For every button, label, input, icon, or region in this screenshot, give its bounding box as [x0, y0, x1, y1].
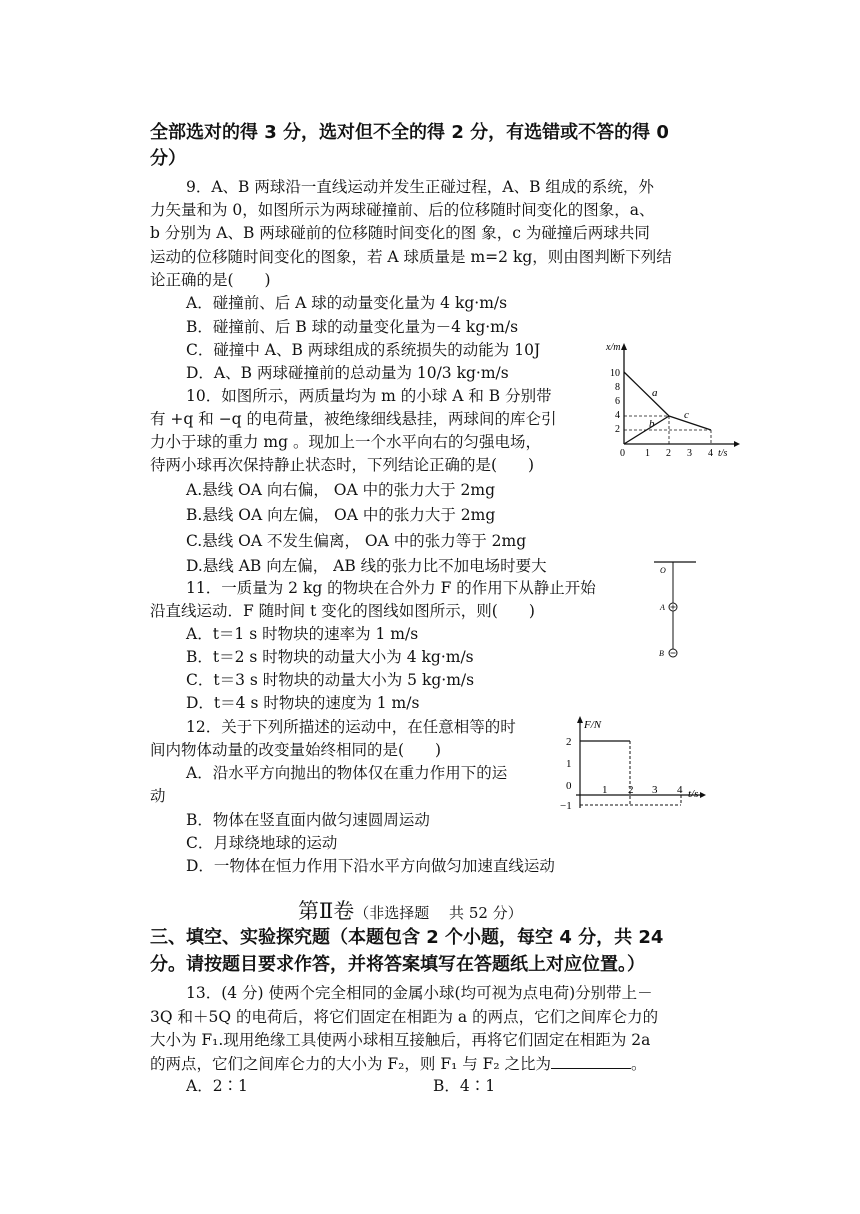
q11-line-1: 11．一质量为 2 kg 的物块在合外力 F 的作用下从静止开始 [186, 579, 596, 597]
q10-line-1: 10．如图所示，两质量均为 m 的小球 A 和 B 分别带 [186, 387, 552, 405]
xt-line-a [624, 372, 669, 416]
ft-x-label: t/s [688, 788, 699, 800]
point-b-label: B [659, 649, 664, 658]
q13-line-1: 13．(4 分) 使两个完全相同的金属小球(均可视为点电荷)分别带上－ [186, 984, 653, 1002]
q10-option-a: A.悬线 OA 向右偏， OA 中的张力大于 2mg [186, 481, 496, 499]
xt-label-a: a [652, 387, 658, 399]
q11-option-a: A．t＝1 s 时物块的速率为 1 m/s [186, 625, 419, 643]
q10-option-d: D.悬线 AB 向左偏， AB 线的张力比不加电场时要大 [186, 557, 547, 575]
ft-x-arrow [700, 792, 706, 798]
q13-option-a: A．2∶1 [186, 1077, 248, 1095]
xt-xtick-4: 4 [708, 448, 713, 459]
section-2-subtitle: （非选择题 共 52 分） [354, 904, 523, 922]
q9-option-b: B．碰撞前、后 B 球的动量变化量为－4 kg·m/s [186, 318, 519, 336]
xt-ytick-6: 6 [615, 396, 620, 407]
xt-ytick-8: 8 [615, 382, 620, 393]
ft-xtick-2: 2 [628, 784, 634, 796]
q13-line-3: 大小为 F₁.现用绝缘工具使两小球相互接触后，再将它们固定在相距为 2a [150, 1031, 651, 1049]
xt-graph [604, 338, 740, 460]
ft-xtick-1: 1 [602, 784, 608, 796]
q10-line-3: 力小于球的重力 mg 。现加上一个水平向右的匀强电场， [150, 433, 541, 451]
xt-ytick-2: 2 [615, 424, 620, 435]
q9-option-a: A．碰撞前、后 A 球的动量变化量为 4 kg·m/s [186, 294, 508, 312]
q10-line-2: 有 +q 和 −q 的电荷量，被绝缘细线悬挂，两球间的库仑引 [150, 410, 557, 428]
xt-ytick-4: 4 [615, 410, 620, 421]
q9-option-c: C．碰撞中 A、B 两球组成的系统损失的动能为 10J [186, 341, 541, 359]
q9-line-5: 论正确的是( ) [150, 271, 271, 289]
ft-y-label: F/N [584, 719, 602, 731]
ft-y-arrow [577, 716, 583, 723]
xt-y-arrow [621, 343, 627, 350]
q13-end-mark: 。 [631, 1055, 647, 1073]
section-3-heading-line-1: 三、填空、实验探究题（本题包含 2 个小题，每空 4 分，共 24 [150, 927, 664, 948]
q9-line-4: 运动的位移随时间变化的图象，若 A 球质量是 m=2 kg，则由图判断下列结 [150, 248, 672, 266]
xt-xtick-1: 1 [645, 448, 650, 459]
xt-y-label: x/m [606, 342, 621, 353]
q12-line-2: 间内物体动量的改变量始终相同的是( ) [150, 741, 442, 759]
q12-option-a: A．沿水平方向抛出的物体仅在重力作用下的运 [186, 764, 508, 782]
q13-line-4-row [150, 1052, 647, 1075]
ft-xtick-4: 4 [677, 784, 683, 796]
ft-ytick-neg1: −1 [560, 800, 572, 812]
q11-line-2: 沿直线运动．F 随时间 t 变化的图线如图所示，则( ) [150, 602, 535, 620]
xt-xtick-0: 0 [620, 448, 625, 459]
ft-ytick-0: 0 [566, 780, 572, 792]
q9-line-1: 9．A、B 两球沿一直线运动并发生正碰过程，A、B 组成的系统，外 [186, 178, 654, 196]
q11-option-d: D．t＝4 s 时物块的速度为 1 m/s [186, 694, 420, 712]
section-2-title-row [298, 897, 523, 927]
ft-ytick-1: 1 [566, 758, 572, 770]
header-line-2: 分） [150, 148, 186, 169]
q13-option-b: B．4∶1 [433, 1077, 496, 1095]
q10-option-b: B.悬线 OA 向左偏， OA 中的张力大于 2mg [186, 506, 496, 524]
q9-line-3: b 分别为 A、B 两球碰前的位移随时间变化的图 象，c 为碰撞后两球共同 [150, 224, 650, 242]
q10-option-c: C.悬线 OA 不发生偏离， OA 中的张力等于 2mg [186, 532, 527, 550]
q11-option-c: C．t＝3 s 时物块的动量大小为 5 kg·m/s [186, 671, 475, 689]
section-2-title: 第Ⅱ卷 [298, 899, 355, 923]
answer-blank[interactable] [551, 1052, 631, 1069]
q9-option-d: D．A、B 两球碰撞前的总动量为 10/3 kg·m/s [186, 364, 509, 382]
q13-line-4: 的两点，它们之间库仑力的大小为 F₂，则 F₁ 与 F₂ 之比为 [150, 1055, 552, 1073]
q12-option-a-cont: 动 [150, 787, 166, 805]
q12-option-b: B．物体在竖直面内做匀速圆周运动 [186, 811, 430, 829]
q12-option-d: D．一物体在恒力作用下沿水平方向做匀加速直线运动 [186, 857, 555, 875]
xt-label-c: c [684, 409, 689, 421]
ft-xtick-3: 3 [652, 784, 658, 796]
xt-label-b: b [649, 418, 655, 430]
q13-line-2: 3Q 和＋5Q 的电荷后，将它们固定在相距为 a 的两点，它们之间库仑力的 [150, 1008, 659, 1026]
xt-xtick-3: 3 [687, 448, 692, 459]
q12-option-c: C．月球绕地球的运动 [186, 834, 338, 852]
ft-ytick-2: 2 [566, 736, 572, 748]
section-3-heading-line-2: 分。请按题目要求作答，并将答案填写在答题纸上对应位置。） [150, 954, 645, 975]
xt-ytick-10: 10 [610, 368, 620, 379]
pendulum-figure [650, 560, 698, 664]
point-o-label: O [660, 566, 666, 575]
ft-graph [560, 713, 710, 815]
xt-xtick-2: 2 [666, 448, 671, 459]
xt-x-arrow [734, 441, 740, 447]
q10-line-4: 待两小球再次保持静止状态时，下列结论正确的是( ) [150, 456, 535, 474]
xt-line-c [669, 416, 711, 430]
header-line-1: 全部选对的得 3 分，选对但不全的得 2 分，有选错或不答的得 0 [150, 122, 669, 143]
xt-x-label: t/s [718, 448, 728, 459]
q12-line-1: 12．关于下列所描述的运动中，在任意相等的时 [186, 718, 516, 736]
q9-line-2: 力矢量和为 0，如图所示为两球碰撞前、后的位移随时间变化的图象，a、 [150, 201, 655, 219]
q11-option-b: B．t＝2 s 时物块的动量大小为 4 kg·m/s [186, 648, 474, 666]
point-a-label: A [660, 603, 665, 612]
